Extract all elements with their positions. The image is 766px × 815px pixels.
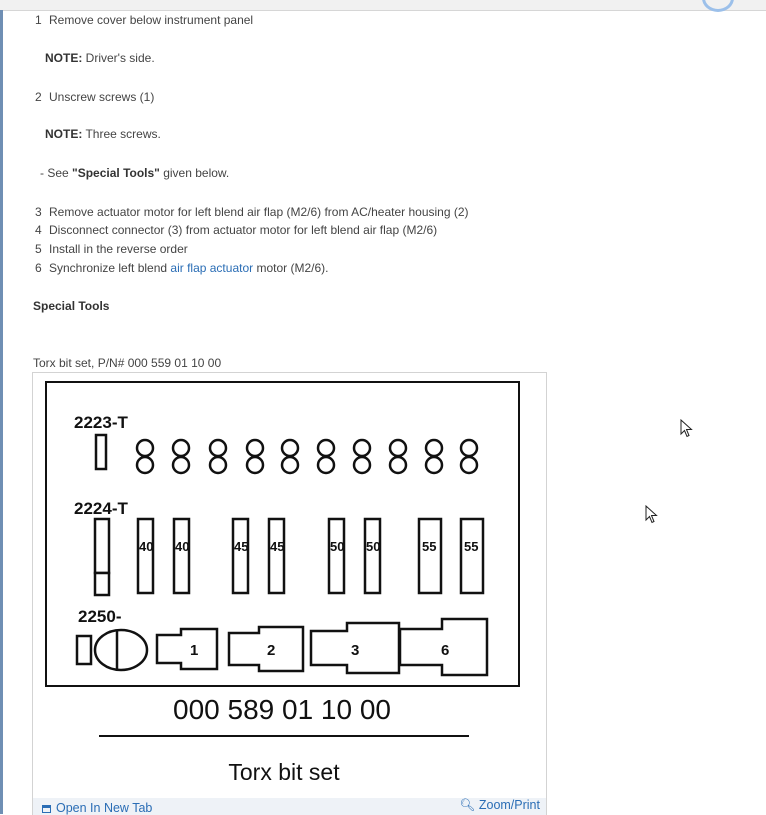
bit-holder-row1 <box>96 435 106 469</box>
figure-title: Torx bit set <box>228 759 340 785</box>
socket-2 <box>229 627 303 671</box>
step-5: 5 Install in the reverse order <box>35 242 188 256</box>
long-bit-2 <box>174 519 189 593</box>
special-tools-heading: Special Tools <box>33 299 110 313</box>
zoom-icon: 🔍︎ <box>459 798 476 812</box>
bit-size-label: 40 <box>175 539 190 554</box>
socket-size-label: 3 <box>351 642 360 659</box>
bit-holder-row2 <box>95 519 109 595</box>
note-three-screws: NOTE: Three screws. <box>45 127 161 141</box>
step-4: 4 Disconnect connector (3) from actuator motor for left blend air flap (M2/6) <box>35 223 438 237</box>
long-bit-6 <box>365 519 380 593</box>
bit-size-label: 40 <box>139 539 154 554</box>
label-2223-t: 2223-T <box>74 413 128 432</box>
see-special-tools: - See "Special Tools" given below. <box>40 166 230 180</box>
step-6: 6 Synchronize left blend air flap actuator motor (M2/6). <box>35 261 329 275</box>
long-bit-3 <box>233 519 248 593</box>
mouse-cursor-icon <box>680 419 694 439</box>
new-tab-icon <box>42 805 51 813</box>
long-bit-8 <box>461 519 483 593</box>
bit-size-label: 50 <box>330 539 345 554</box>
torx-bit-set-diagram <box>33 373 546 798</box>
note-drivers-side: NOTE: Driver's side. <box>45 51 155 65</box>
bit-size-label: 45 <box>234 539 249 554</box>
air-flap-actuator-link[interactable]: air flap actuator <box>170 261 254 275</box>
long-bit-7 <box>419 519 441 593</box>
tool-caption: Torx bit set, P/N# 000 559 01 10 00 <box>33 356 222 370</box>
bit-size-label: 55 <box>464 539 479 554</box>
help-icon[interactable] <box>702 0 734 12</box>
tool-figure[interactable] <box>32 372 547 815</box>
left-edge <box>0 10 3 814</box>
step-1: 1 Remove cover below instrument panel <box>35 13 254 27</box>
socket-adapter <box>77 630 147 670</box>
zoom-print-link[interactable]: 🔍︎ Zoom/Print <box>459 798 540 812</box>
step-2: 2 Unscrew screws (1) <box>35 90 155 104</box>
label-2250: 2250- <box>78 607 122 626</box>
socket-size-label: 1 <box>190 642 199 659</box>
socket-1 <box>157 629 217 669</box>
step-3: 3 Remove actuator motor for left blend air flap (M2/6) from AC/heater housing (2) <box>35 205 469 219</box>
long-bit-4 <box>269 519 284 593</box>
socket-size-label: 2 <box>267 642 276 659</box>
figure-part-number: 000 589 01 10 00 <box>173 694 391 725</box>
label-2224-t: 2224-T <box>74 499 128 518</box>
socket-size-label: 6 <box>441 642 450 659</box>
open-in-new-tab-link[interactable]: Open In New Tab <box>42 801 152 815</box>
window-top-bar <box>0 0 766 11</box>
bit-size-label: 55 <box>422 539 437 554</box>
long-bit-1 <box>138 519 153 593</box>
bit-size-label: 45 <box>270 539 285 554</box>
figure-action-bar <box>33 798 546 815</box>
bit-size-label: 50 <box>366 539 381 554</box>
long-bit-5 <box>329 519 344 593</box>
mouse-cursor-icon <box>645 505 659 525</box>
